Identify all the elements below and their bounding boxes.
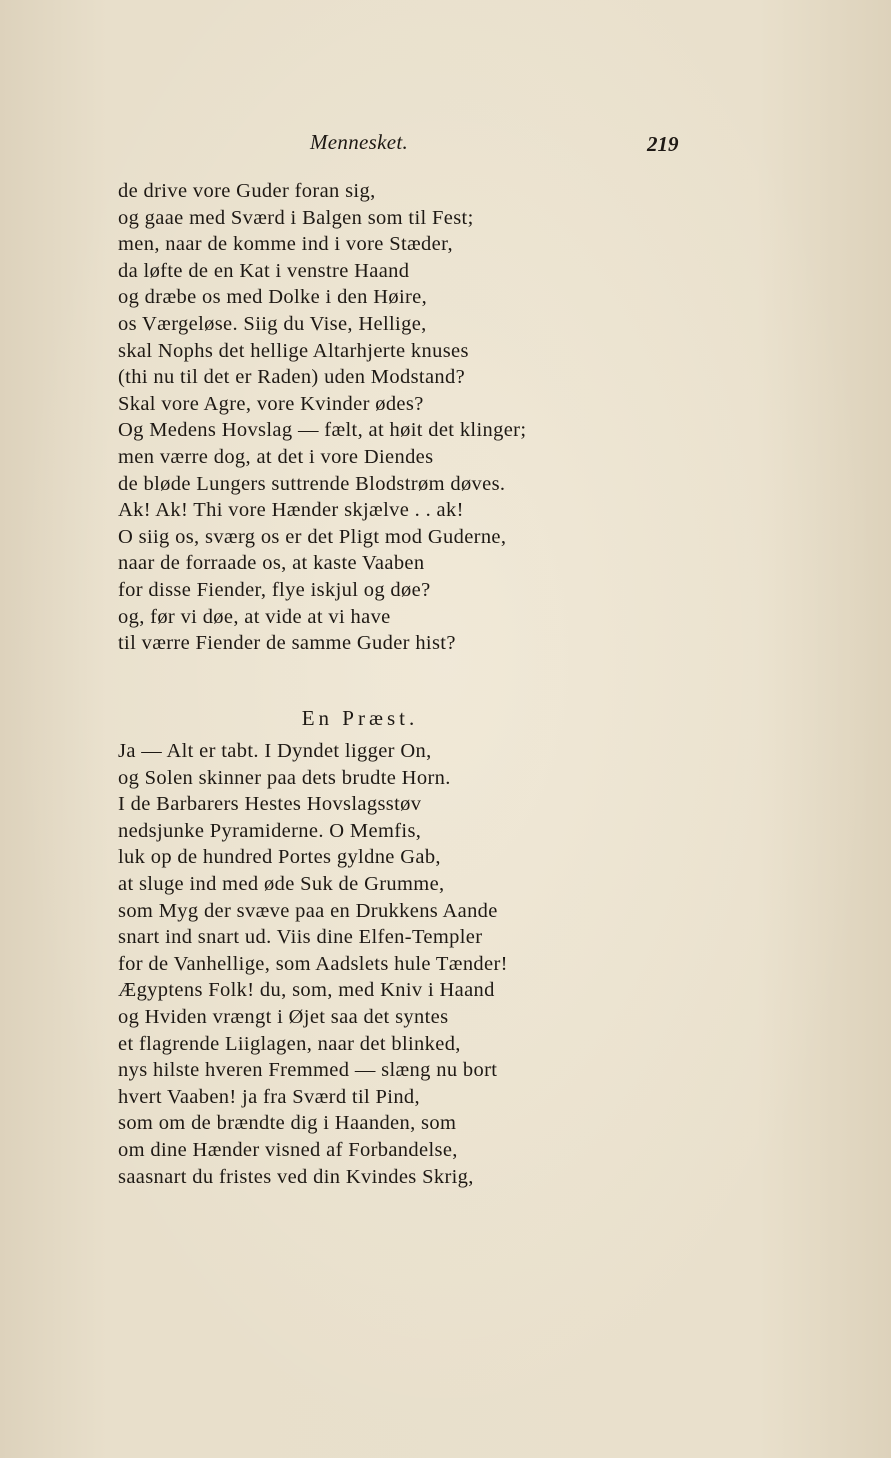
verse-line: naar de forraade os, at kaste Vaaben bbox=[118, 552, 425, 575]
verse-line: om dine Hænder visned af Forbandelse, bbox=[118, 1138, 458, 1161]
poem-stanza-2 bbox=[118, 738, 638, 1190]
verse-line: Ak! Ak! Thi vore Hænder skjælve . . ak! bbox=[118, 499, 464, 522]
verse-line: saasnart du fristes ved din Kvindes Skrig, bbox=[118, 1165, 474, 1188]
verse-line: hvert Vaaben! ja fra Sværd til Pind, bbox=[118, 1085, 421, 1108]
verse-line: luk op de hundred Portes gyldne Gab, bbox=[118, 846, 441, 869]
verse-line: men værre dog, at det i vore Diendes bbox=[118, 445, 434, 468]
verse-line: de bløde Lungers suttrende Blodstrøm døves. bbox=[118, 472, 506, 495]
verse-line: nys hilste hveren Fremmed — slæng nu bort bbox=[118, 1059, 498, 1082]
verse-line: som Myg der svæve paa en Drukkens Aande bbox=[118, 899, 498, 922]
verse-line: Skal vore Agre, vore Kvinder ødes? bbox=[118, 392, 424, 415]
verse-line: Ja — Alt er tabt. I Dyndet ligger On, bbox=[118, 740, 432, 762]
verse-line: I de Barbarers Hestes Hovslagsstøv bbox=[118, 793, 422, 816]
verse-line: (thi nu til det er Raden) uden Modstand? bbox=[118, 366, 466, 389]
running-title: Mennesket. bbox=[310, 130, 409, 154]
verse-line: et flagrende Liiglagen, naar det blinked, bbox=[118, 1032, 461, 1055]
verse-line: snart ind snart ud. Viis dine Elfen-Templer bbox=[118, 926, 483, 949]
speaker-heading: En Præst. bbox=[301, 706, 419, 730]
verse-line: som om de brændte dig i Haanden, som bbox=[118, 1112, 457, 1135]
verse-line: og dræbe os med Dolke i den Høire, bbox=[118, 286, 428, 309]
verse-line: for disse Fiender, flye iskjul og døe? bbox=[118, 578, 431, 601]
verse-line: de drive vore Guder foran sig, bbox=[118, 180, 376, 202]
verse-line: og Hviden vrængt i Øjet saa det syntes bbox=[118, 1005, 449, 1028]
verse-line: og, før vi døe, at vide at vi have bbox=[118, 605, 391, 628]
poem-stanza-1 bbox=[118, 178, 638, 657]
verse-line: for de Vanhellige, som Aadslets hule Tænder! bbox=[118, 952, 508, 975]
page-number: 219 bbox=[647, 132, 679, 156]
verse-line: nedsjunke Pyramiderne. O Memfis, bbox=[118, 819, 422, 842]
verse-line: at sluge ind med øde Suk de Grumme, bbox=[118, 872, 445, 895]
verse-line: Ægyptens Folk! du, som, med Kniv i Haand bbox=[118, 979, 495, 1002]
verse-line: da løfte de en Kat i venstre Haand bbox=[118, 259, 410, 282]
verse-line: og gaae med Sværd i Balgen som til Fest; bbox=[118, 206, 474, 229]
verse-line: O siig os, sværg os er det Pligt mod Guderne, bbox=[118, 525, 507, 548]
running-header bbox=[0, 130, 891, 164]
verse-line: skal Nophs det hellige Altarhjerte knuses bbox=[118, 339, 469, 362]
verse-line: os Værgeløse. Siig du Vise, Hellige, bbox=[118, 312, 427, 335]
verse-line: og Solen skinner paa dets brudte Horn. bbox=[118, 766, 451, 789]
verse-line: til værre Fiender de samme Guder hist? bbox=[118, 632, 456, 655]
verse-line: men, naar de komme ind i vore Stæder, bbox=[118, 233, 453, 256]
verse-line: Og Medens Hovslag — fælt, at høit det klinger; bbox=[118, 419, 527, 442]
